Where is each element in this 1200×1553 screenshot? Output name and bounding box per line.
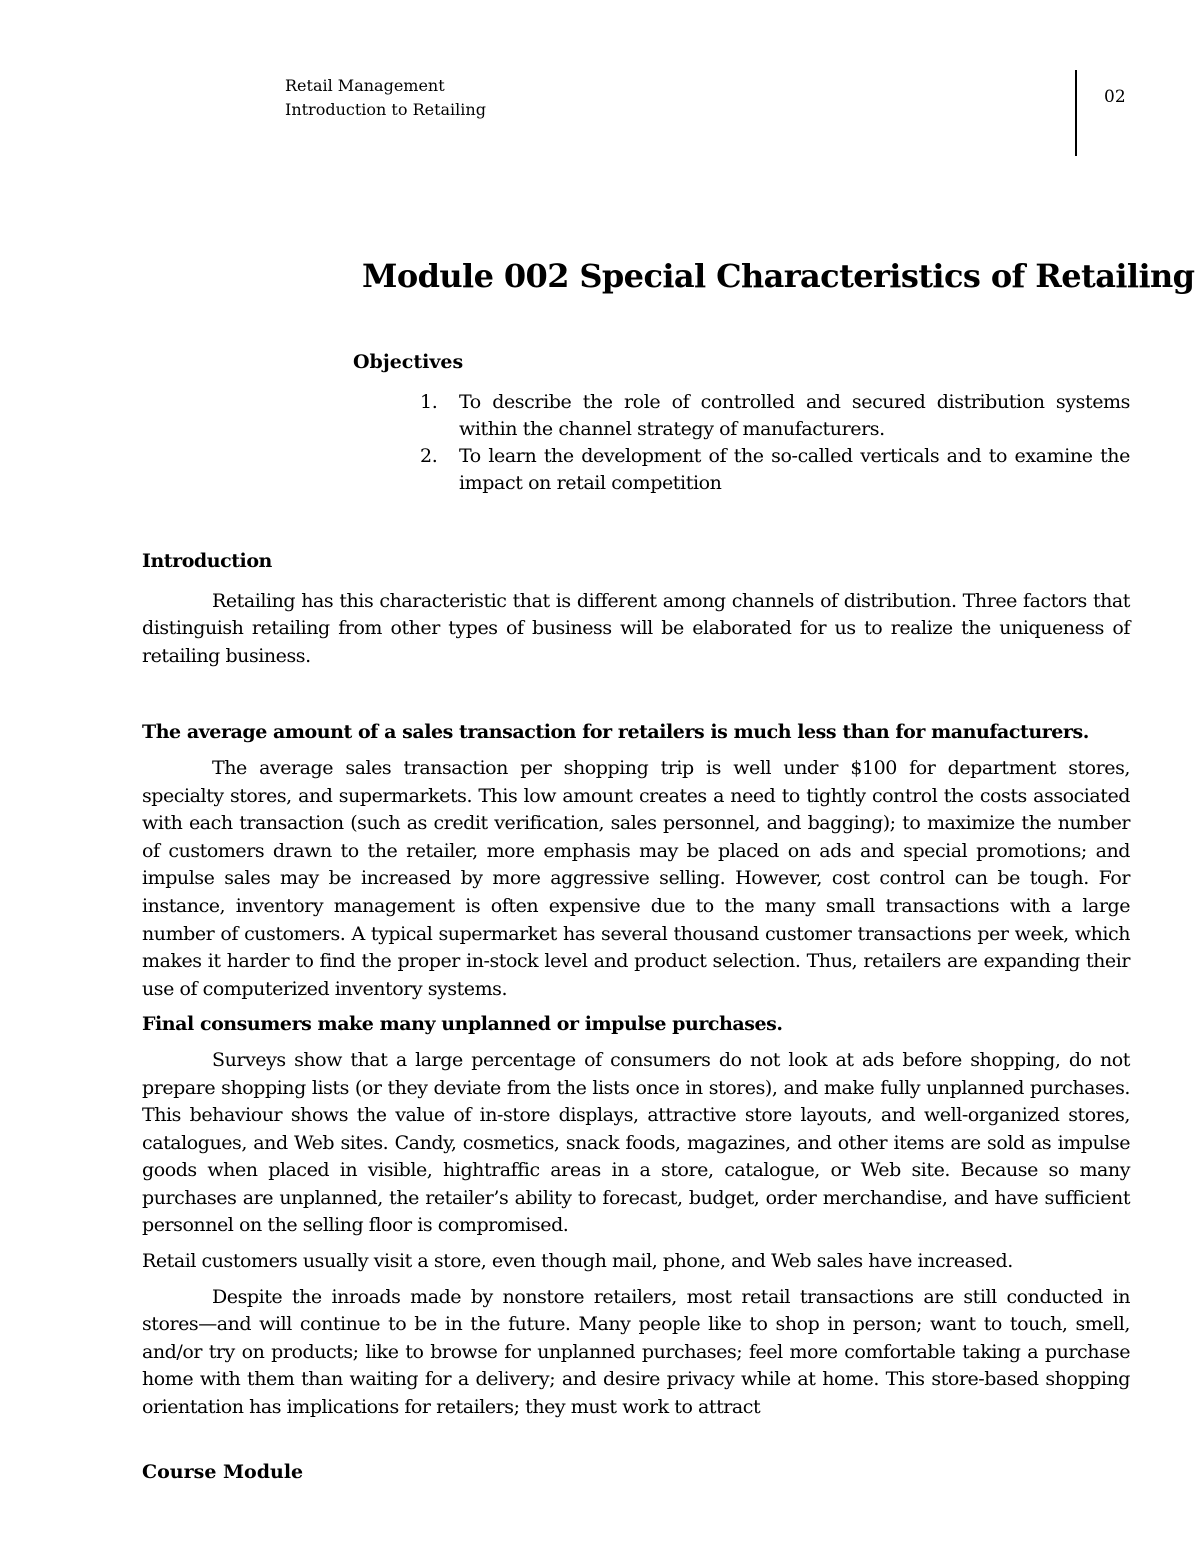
introduction-heading: Introduction (142, 550, 272, 572)
section-paragraph-store-visits: Despite the inroads made by nonstore retailers, most retail transactions are still conducted in stores—and will continue to be in the future. Many people like to shop in person; want to touch, smell, and/or try on products; like to browse for unplanned purchases; feel more comfortable taking a purchase home with them than waiting for a delivery; and desire privacy while at home. This store-based shopping orientation has implications for retailers; they must work to attract (142, 1285, 1130, 1419)
body-content (142, 548, 1130, 1422)
header-subtitle: Introduction to Retailing (285, 100, 486, 119)
objective-item (420, 443, 1130, 497)
objective-number: 1. (420, 391, 438, 413)
objective-text: To describe the role of controlled and secured distribution systems within the channel strategy of manufacturers. (459, 391, 1130, 440)
objective-number: 2. (420, 445, 438, 467)
course-module-footer: Course Module (142, 1461, 304, 1483)
section-heading-transaction-amount: The average amount of a sales transaction for retailers is much less than for manufacturers. (142, 721, 1089, 744)
objectives-list (420, 389, 1130, 497)
objectives-heading: Objectives (353, 351, 464, 373)
introduction-paragraph: Retailing has this characteristic that is different among channels of distribution. Three factors that distinguish retailing from other types of business will be elaborated for us to realize the uniqueness of retailing business. (142, 589, 1130, 667)
objective-text: To learn the development of the so-called verticals and to examine the impact on retail competition (459, 445, 1130, 494)
section-paragraph-impulse-purchases: Surveys show that a large percentage of consumers do not look at ads before shopping, do not prepare shopping lists (or they deviate from the lists once in stores), and make fully unplanned purchases. This behaviour shows the value of in-store displays, attractive store layouts, and well-organized stores, catalogues, and Web sites. Candy, cosmetics, snack foods, magazines, and other items are sold as impulse goods when placed in visible, hightraffic areas in a store, catalogue, or Web site. Because so many purchases are unplanned, the retailer’s ability to forecast, budget, order merchandise, and have sufficient personnel on the selling floor is compromised. (142, 1048, 1130, 1237)
header-divider (1075, 70, 1077, 156)
section-heading-impulse-purchases: Final consumers make many unplanned or impulse purchases. (142, 1013, 783, 1036)
section-heading-store-visits: Retail customers usually visit a store, even though mail, phone, and Web sales have increased. (142, 1250, 1013, 1273)
header-course-title: Retail Management (285, 76, 445, 95)
objective-item (420, 389, 1130, 443)
page-number: 02 (1104, 87, 1126, 107)
section-paragraph-transaction-amount: The average sales transaction per shopping trip is well under $100 for department stores, specialty stores, and supermarkets. This low amount creates a need to tightly control the costs associated with each transaction (such as credit verification, sales personnel, and bagging); to maximize the number of customers drawn to the retailer, more emphasis may be placed on ads and special promotions; and impulse sales may be increased by more aggressive selling. However, cost control can be tough. For instance, inventory management is often expensive due to the many small transactions with a large number of customers. A typical supermarket has several thousand customer transactions per week, which makes it harder to find the proper in-stock level and product selection. Thus, retailers are expanding their use of computerized inventory systems. (142, 756, 1130, 1000)
running-header (285, 74, 486, 122)
module-title: Module 002 Special Characteristics of Retailing (362, 257, 1195, 295)
